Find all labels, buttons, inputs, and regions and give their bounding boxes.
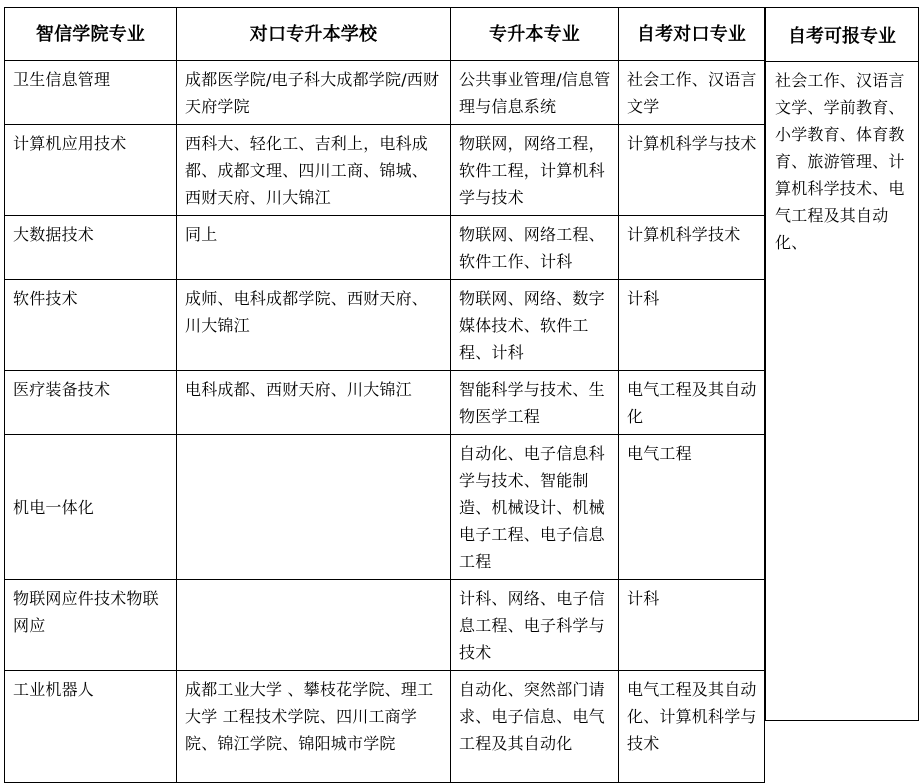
table-row xyxy=(5,371,765,435)
header-self-exam-major: 自考对口专业 xyxy=(619,8,765,61)
cell-target-school xyxy=(177,435,451,580)
cell-target-school: 同上 xyxy=(177,216,451,280)
cell-self-exam-major: 计算机科学技术 xyxy=(619,216,765,280)
table-row xyxy=(5,125,765,216)
cell-self-exam-major: 电气工程 xyxy=(619,435,765,580)
cell-upgrade-major: 自动化、突然部门请求、电子信息、电气工程及其自动化 xyxy=(451,671,619,783)
table-row xyxy=(5,435,765,580)
majors-table xyxy=(4,7,765,783)
header-zhixin-major: 智信学院专业 xyxy=(5,8,177,61)
table-row xyxy=(5,61,765,125)
cell-self-exam-major: 社会工作、汉语言文学 xyxy=(619,61,765,125)
self-exam-eligible-panel xyxy=(764,7,919,721)
cell-zhixin-major: 软件技术 xyxy=(5,280,177,371)
cell-target-school: 电科成都、西财天府、川大锦江 xyxy=(177,371,451,435)
cell-target-school xyxy=(177,580,451,671)
cell-target-school: 西科大、轻化工、吉利上，电科成都、成都文理、四川工商、锦城、西财天府、川大锦江 xyxy=(177,125,451,216)
side-header: 自考可报专业 xyxy=(766,8,918,62)
cell-zhixin-major: 大数据技术 xyxy=(5,216,177,280)
cell-upgrade-major: 物联网，网络工程，软件工程，计算机科学与技术 xyxy=(451,125,619,216)
table-row xyxy=(5,216,765,280)
cell-self-exam-major: 电气工程及其自动化、计算机科学与技术 xyxy=(619,671,765,783)
cell-upgrade-major: 计科、网络、电子信息工程、电子科学与技术 xyxy=(451,580,619,671)
cell-self-exam-major: 电气工程及其自动化 xyxy=(619,371,765,435)
cell-upgrade-major: 智能科学与技术、生物医学工程 xyxy=(451,371,619,435)
cell-target-school: 成师、电科成都学院、西财天府、川大锦江 xyxy=(177,280,451,371)
cell-target-school: 成都医学院/电子科大成都学院/西财天府学院 xyxy=(177,61,451,125)
cell-zhixin-major: 机电一体化 xyxy=(5,435,177,580)
cell-self-exam-major: 计算机科学与技术 xyxy=(619,125,765,216)
cell-zhixin-major: 卫生信息管理 xyxy=(5,61,177,125)
cell-upgrade-major: 公共事业管理/信息管理与信息系统 xyxy=(451,61,619,125)
header-upgrade-major: 专升本专业 xyxy=(451,8,619,61)
table-row xyxy=(5,280,765,371)
cell-target-school: 成都工业大学 、攀枝花学院、理工大学 工程技术学院、四川工商学院、锦江学院、锦阳城市学院 xyxy=(177,671,451,783)
side-content: 社会工作、汉语言文学、学前教育、小学教育、体育教育、旅游管理、计算机科学技术、电气工程及其自动化、 xyxy=(775,71,905,252)
cell-self-exam-major: 计科 xyxy=(619,580,765,671)
cell-upgrade-major: 自动化、电子信息科学与技术、智能制造、机械设计、机械电子工程、电子信息工程 xyxy=(451,435,619,580)
table-row xyxy=(5,580,765,671)
header-target-school: 对口专升本学校 xyxy=(177,8,451,61)
cell-self-exam-major: 计科 xyxy=(619,280,765,371)
cell-upgrade-major: 物联网、网络、数字媒体技术、软件工程、计科 xyxy=(451,280,619,371)
cell-zhixin-major: 医疗装备技术 xyxy=(5,371,177,435)
header-row xyxy=(5,8,765,61)
cell-zhixin-major: 工业机器人 xyxy=(5,671,177,783)
cell-zhixin-major: 计算机应用技术 xyxy=(5,125,177,216)
cell-upgrade-major: 物联网、网络工程、软件工作、计科 xyxy=(451,216,619,280)
cell-zhixin-major: 物联网应件技术物联网应 xyxy=(5,580,177,671)
